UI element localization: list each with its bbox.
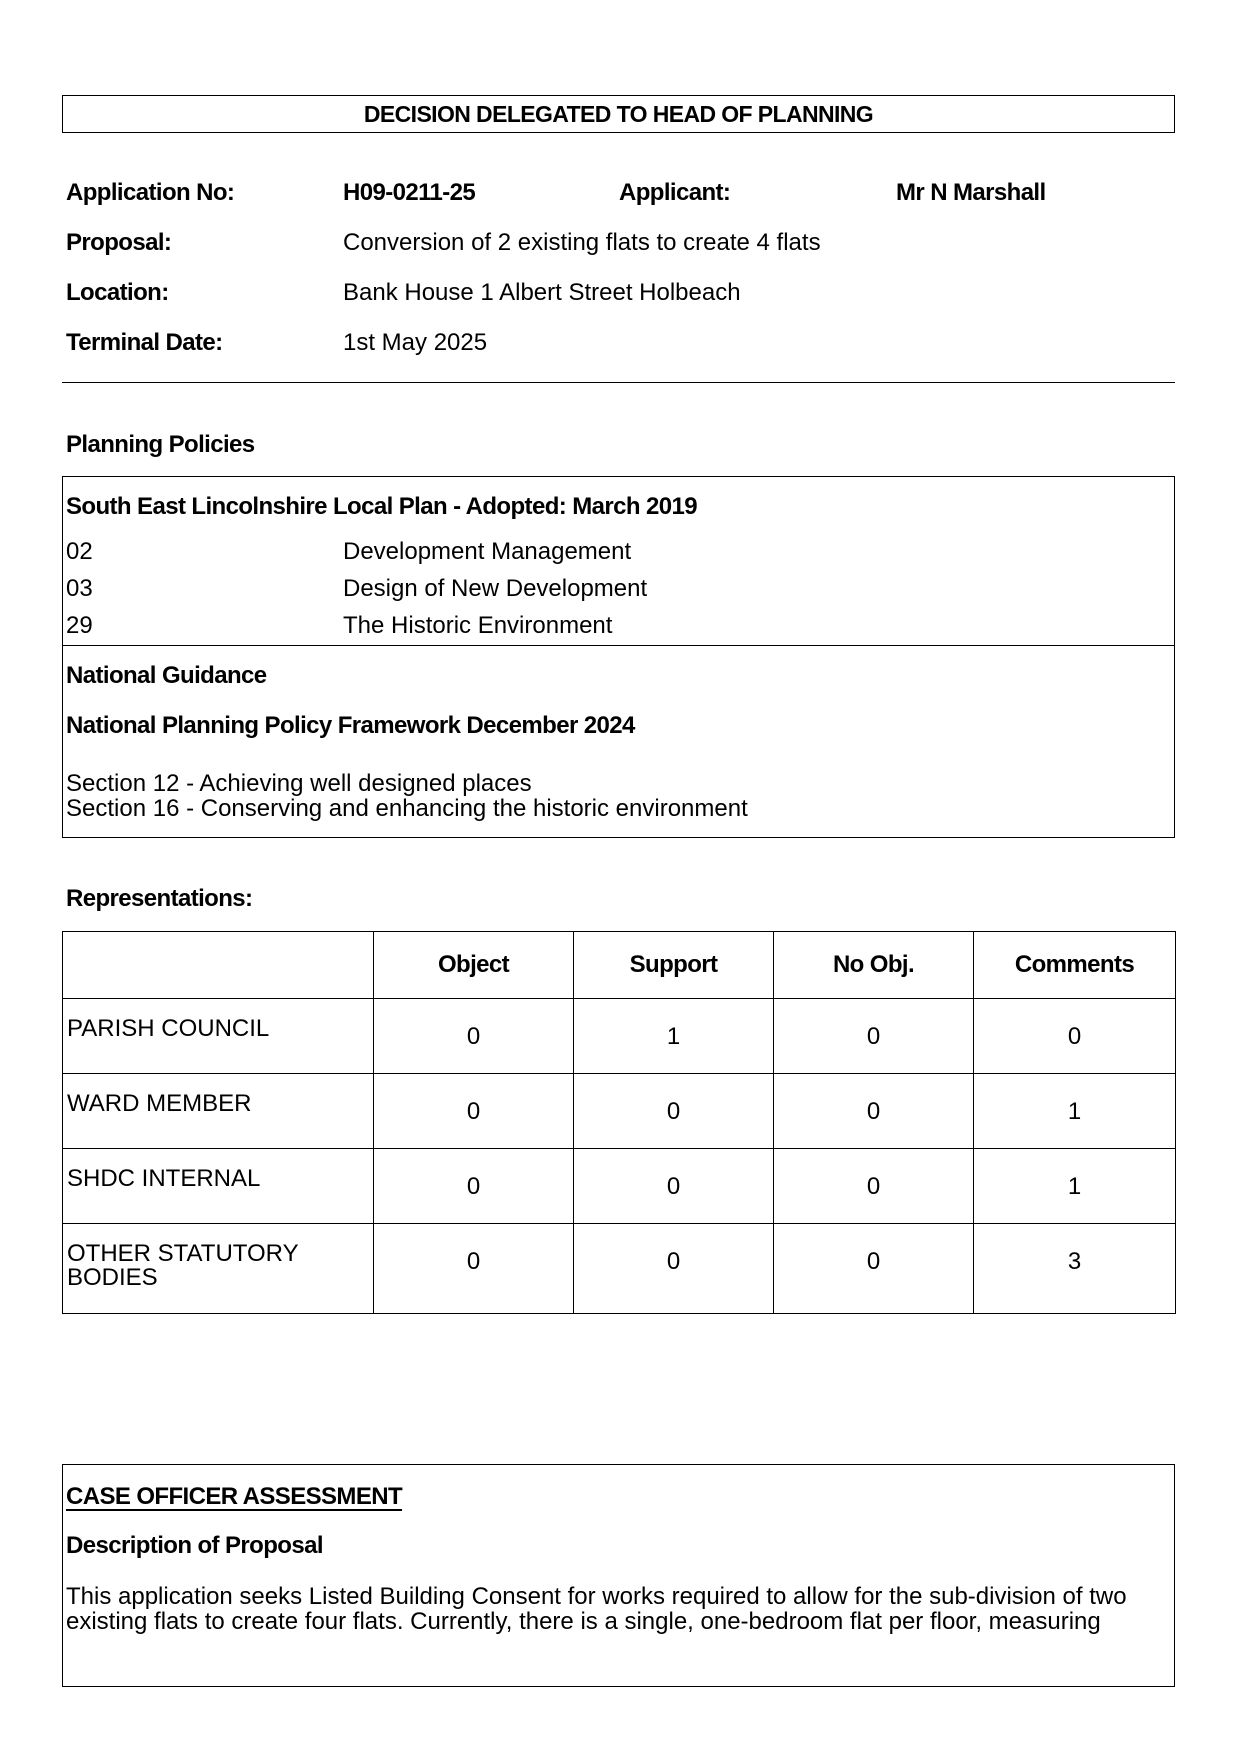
representations-heading: Representations: <box>66 885 253 912</box>
table-row <box>63 999 1176 1074</box>
representations-table <box>62 931 1176 1314</box>
object-count: 0 <box>374 1224 574 1314</box>
row-label <box>63 1224 374 1314</box>
table-header-row <box>63 932 1176 999</box>
nppf-title: National Planning Policy Framework December 2024 <box>66 712 635 739</box>
proposal-label: Proposal: <box>66 229 172 256</box>
application-no-label: Application No: <box>66 179 235 206</box>
no-obj-count: 0 <box>774 999 974 1074</box>
national-guidance-heading: National Guidance <box>66 662 267 689</box>
support-count: 0 <box>574 1074 774 1149</box>
object-count: 0 <box>374 1074 574 1149</box>
support-count: 0 <box>574 1224 774 1314</box>
decision-header <box>62 95 1175 133</box>
applicant-label: Applicant: <box>619 179 731 206</box>
comments-count: 3 <box>974 1224 1176 1314</box>
table-row <box>63 1149 1176 1224</box>
policy-code: 29 <box>66 612 93 639</box>
no-obj-count: 0 <box>774 1074 974 1149</box>
support-count: 1 <box>574 999 774 1074</box>
row-label: PARISH COUNCIL <box>63 999 374 1074</box>
proposal-value: Conversion of 2 existing flats to create 4 flats <box>343 229 821 256</box>
column-header: Support <box>574 932 774 999</box>
application-no-value: H09-0211-25 <box>343 179 476 206</box>
terminal-date-value: 1st May 2025 <box>343 329 488 356</box>
no-obj-count: 0 <box>774 1224 974 1314</box>
policy-code: 03 <box>66 575 93 602</box>
table-row <box>63 1074 1176 1149</box>
nppf-section: Section 16 - Conserving and enhancing the historic environment <box>66 795 748 822</box>
local-plan-title: South East Lincolnshire Local Plan - Adopted: March 2019 <box>66 493 697 520</box>
row-label: SHDC INTERNAL <box>63 1149 374 1224</box>
column-header <box>63 932 374 999</box>
support-count: 0 <box>574 1149 774 1224</box>
object-count: 0 <box>374 999 574 1074</box>
policies-divider <box>62 645 1175 646</box>
column-header: No Obj. <box>774 932 974 999</box>
nppf-section: Section 12 - Achieving well designed places <box>66 770 532 797</box>
location-label: Location: <box>66 279 169 306</box>
object-count: 0 <box>374 1149 574 1224</box>
description-heading: Description of Proposal <box>66 1532 323 1559</box>
row-label-line: BODIES <box>67 1264 158 1291</box>
comments-count: 1 <box>974 1074 1176 1149</box>
policy-name: The Historic Environment <box>343 612 613 639</box>
section-divider <box>62 382 1175 383</box>
terminal-date-label: Terminal Date: <box>66 329 223 356</box>
table-row <box>63 1224 1176 1314</box>
decision-title: DECISION DELEGATED TO HEAD OF PLANNING <box>363 100 874 127</box>
column-header: Object <box>374 932 574 999</box>
policy-code: 02 <box>66 538 93 565</box>
planning-policies-heading: Planning Policies <box>66 431 255 458</box>
row-label: WARD MEMBER <box>63 1074 374 1149</box>
applicant-value: Mr N Marshall <box>896 179 1046 206</box>
description-line: This application seeks Listed Building Consent for works required to allow for the sub-division of two <box>66 1583 1127 1610</box>
comments-count: 0 <box>974 999 1176 1074</box>
policy-name: Development Management <box>343 538 632 565</box>
location-value: Bank House 1 Albert Street Holbeach <box>343 279 741 306</box>
row-label-line: OTHER STATUTORY <box>67 1240 299 1267</box>
description-line: existing flats to create four flats. Currently, there is a single, one-bedroom flat per floor, measuring <box>66 1608 1101 1635</box>
comments-count: 1 <box>974 1149 1176 1224</box>
column-header: Comments <box>974 932 1176 999</box>
case-officer-title: CASE OFFICER ASSESSMENT <box>66 1483 403 1510</box>
policy-name: Design of New Development <box>343 575 648 602</box>
no-obj-count: 0 <box>774 1149 974 1224</box>
